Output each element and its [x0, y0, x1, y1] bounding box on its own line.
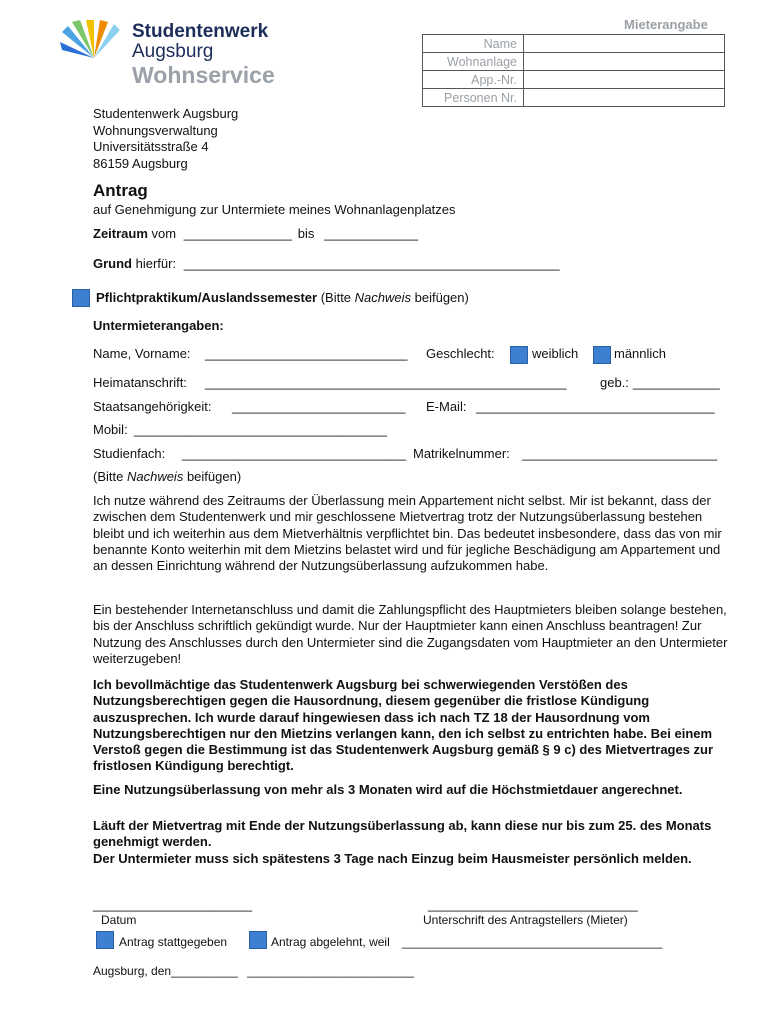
- address-line: 86159 Augsburg: [93, 155, 188, 171]
- signature-label: Unterschrift des Antragstellers (Mieter): [423, 913, 628, 927]
- period-from-field[interactable]: _______________: [183, 226, 293, 241]
- approved-checkbox[interactable]: [96, 931, 114, 949]
- rejected-checkbox[interactable]: [249, 931, 267, 949]
- period-between: bis: [297, 226, 315, 241]
- address-line: Wohnungsverwaltung: [93, 122, 218, 138]
- reason-label-rest: hierfür:: [132, 256, 177, 271]
- logo: [58, 20, 298, 90]
- internship-label-bold: Pflichtpraktikum/Auslandssemester: [96, 290, 318, 305]
- male-checkbox[interactable]: [593, 346, 611, 364]
- tenant-person-field[interactable]: [524, 89, 725, 107]
- paragraph-internet: Ein bestehender Internetanschluss und damit die Zahlungspflicht des Hauptmieters bleiben solange bestehen, bis der Anschluss schriftlich gekündigt wurde. Nur der Hauptmieter kann einen Anschluss beantragen! Zur Nutzung des Anschlusses durch den Untermieter sind die Zugangsdaten vom Hauptmieter an den Untermieter weiterzugeben!: [93, 602, 728, 666]
- mobile-label: Mobil:: [93, 422, 128, 437]
- place-date: [93, 964, 414, 978]
- tenant-label: Wohnanlage: [423, 53, 524, 71]
- internship-label-end: beifügen): [411, 290, 469, 305]
- page-subtitle: auf Genehmigung zur Untermiete meines Wohnanlagenplatzes: [93, 202, 456, 217]
- logo-line3: Wohnservice: [132, 62, 275, 88]
- tenant-box-table: [422, 34, 725, 107]
- reason-field[interactable]: ____________________________________________________: [183, 256, 560, 271]
- tenant-label: Personen Nr.: [423, 89, 524, 107]
- male-label: männlich: [614, 346, 667, 361]
- reason-row: [93, 256, 560, 272]
- proof-note-italic: Nachweis: [126, 469, 184, 484]
- date-label: Datum: [101, 913, 137, 927]
- name-field[interactable]: ____________________________: [205, 346, 408, 361]
- address-line: Universitätsstraße 4: [93, 139, 209, 154]
- tenant-apartment-field[interactable]: [524, 71, 725, 89]
- tenant-residence-field[interactable]: [524, 53, 725, 71]
- rejected-label: Antrag abgelehnt, weil: [271, 935, 390, 949]
- address-line: Studentenwerk Augsburg: [93, 106, 239, 121]
- mobile-field[interactable]: ___________________________________: [134, 422, 388, 437]
- internship-label-rest: (Bitte: [317, 290, 355, 305]
- paragraph-contract-end: Läuft der Mietvertrag mit Ende der Nutzungsüberlassung ab, kann diese nur bis zum 25. des Monats genehmigt werden.: [93, 818, 712, 850]
- period-label-rest: vom: [147, 226, 177, 241]
- internship-label-italic: Nachweis: [354, 290, 412, 305]
- logo-line1: Studentenwerk: [132, 21, 269, 42]
- reason-label: Grund: [93, 256, 132, 271]
- proof-note-post: beifügen): [183, 469, 242, 484]
- paragraph-caretaker: Der Untermieter muss sich spätestens 3 Tage nach Einzug beim Hausmeister persönlich melden.: [93, 851, 692, 866]
- period-to-field[interactable]: _____________: [324, 226, 419, 241]
- email-label: E-Mail:: [426, 399, 467, 414]
- tenant-label: App.-Nr.: [423, 71, 524, 89]
- period-label: Zeitraum: [93, 226, 148, 241]
- tenant-label: Name: [423, 35, 524, 53]
- home-address-field[interactable]: __________________________________________________: [205, 375, 567, 390]
- gender-label: Geschlecht:: [426, 346, 495, 361]
- nationality-field[interactable]: ________________________: [232, 399, 406, 414]
- matriculation-label: Matrikelnummer:: [413, 446, 510, 461]
- tenant-row: [423, 35, 725, 53]
- page-title: Antrag: [93, 181, 148, 200]
- date-signature-line[interactable]: ______________________: [93, 897, 253, 912]
- paragraph-max-duration: Eine Nutzungsüberlassung von mehr als 3 Monaten wird auf die Höchstmietdauer angerechnet.: [93, 782, 683, 797]
- internship-label: [96, 290, 469, 306]
- place-label: Augsburg, den: [93, 964, 172, 978]
- birth-label: geb.:: [600, 375, 629, 390]
- approved-label: Antrag stattgegeben: [119, 935, 228, 949]
- tenant-name-field[interactable]: [524, 35, 725, 53]
- tenant-row: [423, 53, 725, 71]
- tenant-row: [423, 71, 725, 89]
- applicant-signature-line[interactable]: _____________________________: [428, 897, 638, 912]
- home-address-label: Heimatanschrift:: [93, 375, 187, 390]
- period-row: [93, 226, 418, 242]
- tenant-box-title: Mieterangabe: [624, 17, 708, 32]
- tenant-row: [423, 89, 725, 107]
- proof-note-pre: (Bitte: [93, 469, 127, 484]
- female-checkbox[interactable]: [510, 346, 528, 364]
- paragraph-sublet-obligation: Ich nutze während des Zeitraums der Überlassung mein Appartement nicht selbst. Mir ist bekannt, dass der zwischen dem Studentenwerk und mir geschlossene Mietvertrag trotz der Nutzungsüberlassung bestehen bleibt und ich weiterhin aus dem Mietverhältnis verpflichtet bin. Das bedeutet insbesondere, dass das von mir benannte Konto weiterhin mit dem Mietzins belastet wird und für jegliche Beschädigung am Appartement und an dessen Einrichtung während der Nutzungsüberlassung aufzukommen habe.: [93, 493, 722, 574]
- female-label: weiblich: [532, 346, 579, 361]
- subtenant-title: Untermieterangaben:: [93, 318, 224, 333]
- name-label: Name, Vorname:: [93, 346, 191, 361]
- proof-note: [93, 469, 241, 485]
- logo-sunburst-icon: [58, 20, 130, 60]
- footer-date-field[interactable]: __________: [171, 964, 238, 978]
- footer-signature-field[interactable]: _________________________: [247, 964, 415, 978]
- study-field[interactable]: _______________________________: [182, 446, 407, 461]
- matriculation-field[interactable]: ___________________________: [522, 446, 718, 461]
- study-label: Studienfach:: [93, 446, 166, 461]
- birth-field[interactable]: ____________: [633, 375, 720, 390]
- rejected-reason-field[interactable]: _______________________________________: [402, 935, 663, 949]
- paragraph-authorization: Ich bevollmächtige das Studentenwerk Augsburg bei schwerwiegenden Verstößen des Nutzungsberechtigen gegen die Hausordnung, diesem gegenüber die fristlose Kündigung auszusprechen. Ich wurde darauf hingewiesen dass ich nach TZ 18 der Hausordnung vom Nutzungsberechtigen nur den Mietzins verlangen kann, den ich selbst zu entrichten habe. Bei einem Verstoß gegen die Bestimmung ist das Studentenwerk Augsburg gemäß § 9 c) des Mietvertrages zur fristlosen Kündigung berechtigt.: [93, 677, 714, 774]
- internship-checkbox[interactable]: [72, 289, 90, 307]
- recipient-address: [93, 106, 238, 172]
- nationality-label: Staatsangehörigkeit:: [93, 399, 212, 414]
- email-field[interactable]: _________________________________: [476, 399, 715, 414]
- logo-line2: Augsburg: [132, 41, 214, 62]
